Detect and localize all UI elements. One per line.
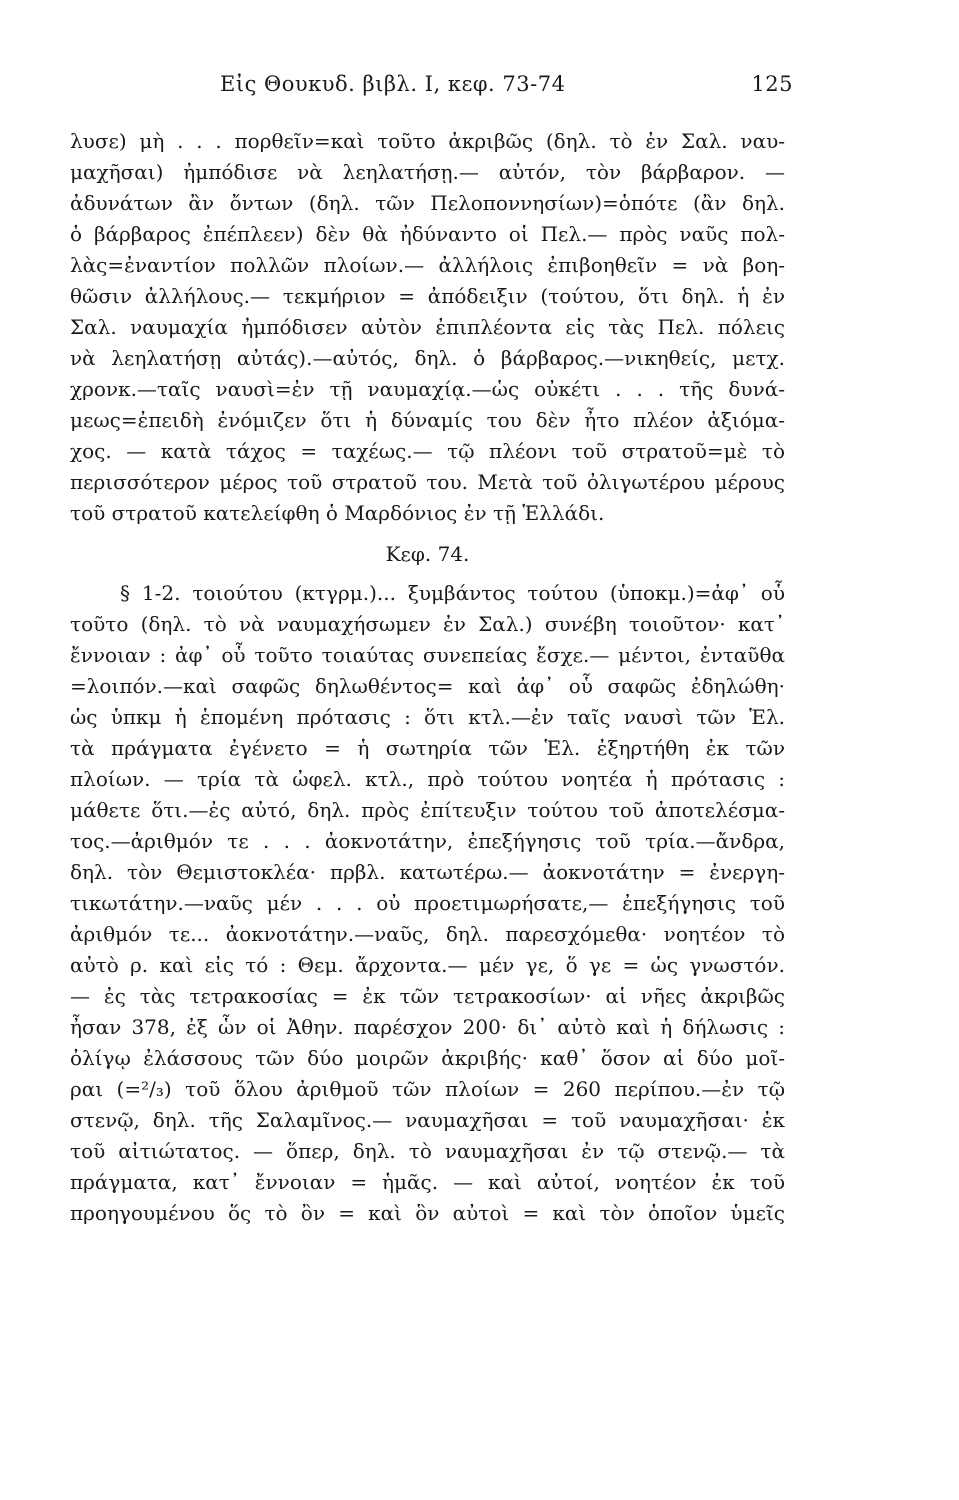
text-line: ἀριθμόν τε... ἀοκνοτάτην.—ναῦς, δηλ. παρεσχόμεθα· νοητέον τὸ [70,922,785,946]
text-line: αὐτὸ ρ. καὶ εἰς τό : Θεμ. ἄρχοντα.— μέν γε, ὅ γε = ὡς γνωστόν. [70,953,785,977]
paragraph-1 [70,126,785,529]
text-line: μάθετε ὅτι.—ἐς αὐτό, δηλ. πρὸς ἐπίτευξιν τούτου τοῦ ἀποτελέσμα- [70,798,785,822]
text-line: — ἐς τὰς τετρακοσίας = ἐκ τῶν τετρακοσίων· αἱ νῆες ἀκριβῶς [70,984,785,1008]
text-line: πράγματα, κατ᾽ ἔννοιαν = ἡμᾶς. — καὶ αὐτοί, νοητέον ἐκ τοῦ [70,1170,785,1194]
text-line: στενῷ, δηλ. τῆς Σαλαμῖνος.— ναυμαχῆσαι = τοῦ ναυμαχῆσαι· ἐκ [70,1108,785,1132]
text-line: νὰ λεηλατήσῃ αὐτάς).—αὐτός, δηλ. ὁ βάρβαρος.—νικηθείς, μετχ. [70,346,785,370]
text-line: τοῦ στρατοῦ κατελείφθη ὁ Μαρδόνιος ἐν τῇ Ἑλλάδι. [70,501,605,525]
text-line: ἦσαν 378, ἐξ ὧν οἱ Ἀθην. παρέσχον 200· δι᾽ αὐτὸ καὶ ἡ δήλωσις : [70,1015,785,1039]
text-line: λυσε) μὴ . . . πορθεῖν=καὶ τοῦτο ἀκριβῶς (δηλ. τὸ ἐν Σαλ. ναυ- [70,129,785,153]
text-line: Σαλ. ναυμαχία ἠμπόδισεν αὐτὸν ἐπιπλέοντα εἰς τὰς Πελ. πόλεις [70,315,785,339]
text-line: τικωτάτην.—ναῦς μέν . . . οὐ προετιμωρήσατε,— ἐπεξήγησις τοῦ [70,891,785,915]
page-number: 125 [751,72,793,96]
text-line: λὰς=ἐναντίον πολλῶν πλοίων.— ἀλλήλοις ἐπιβοηθεῖν = νὰ βοη- [70,253,785,277]
running-title: Εἰς Θουκυδ. βιβλ. I, κεφ. 73-74 [220,72,566,96]
text-line: ὡς ὑπκμ ἡ ἑπομένη πρότασις : ὅτι κτλ.—ἐν ταῖς ναυσὶ τῶν Ἑλ. [70,705,785,729]
text-line: χρονκ.—ταῖς ναυσὶ=ἐν τῇ ναυμαχίᾳ.—ὡς οὐκέτι . . . τῆς δυνά- [70,377,785,401]
text-line: ραι (=²/₃) τοῦ ὅλου ἀριθμοῦ τῶν πλοίων = 260 περίπου.—ἐν τῷ [70,1077,785,1101]
text-line: τοῦ αἰτιώτατος. — ὅπερ, δηλ. τὸ ναυμαχῆσαι ἐν τῷ στενῷ.— τὰ [70,1139,785,1163]
section-heading: Κεφ. 74. [385,542,470,566]
paragraph-2 [70,578,785,1229]
text-line: μαχῆσαι) ἠμπόδισε νὰ λεηλατήσῃ.— αὐτόν, τὸν βάρβαρον. — [70,160,785,184]
text-line: τοῦτο (δηλ. τὸ νὰ ναυμαχήσωμεν ἐν Σαλ.) συνέβη τοιοῦτον· κατ᾽ [70,612,785,636]
page-header [70,72,793,106]
text-line: πλοίων. — τρία τὰ ὠφελ. κτλ., πρὸ τούτου νοητέα ἡ πρότασις : [70,767,785,791]
text-line: μεως=ἐπειδὴ ἐνόμιζεν ὅτι ἡ δύναμίς του δὲν ἦτο πλέον ἀξιόμα- [70,408,785,432]
text-line: τος.—ἀριθμόν τε . . . ἀοκνοτάτην, ἐπεξήγησις τοῦ τρία.—ἄνδρα, [70,829,785,853]
text-line: ὁ βάρβαρος ἐπέπλεεν) δὲν θὰ ἠδύναντο οἱ Πελ.— πρὸς ναῦς πολ- [70,222,785,246]
text-line: =λοιπόν.—καὶ σαφῶς δηλωθέντος= καὶ ἀφ᾽ οὗ σαφῶς ἐδηλώθη· [70,674,785,698]
text-line: τὰ πράγματα ἐγένετο = ἡ σωτηρία τῶν Ἑλ. ἐξηρτήθη ἐκ τῶν [70,736,785,760]
text-line: δηλ. τὸν Θεμιστοκλέα· πρβλ. κατωτέρω.— ἀοκνοτάτην = ἐνεργη- [70,860,785,884]
text-line: περισσότερον μέρος τοῦ στρατοῦ του. Μετὰ τοῦ ὀλιγωτέρου μέρους [70,470,785,494]
book-page [70,72,793,1452]
text-line: χος. — κατὰ τάχος = ταχέως.— τῷ πλέονι τοῦ στρατοῦ=μὲ τὸ [70,439,785,463]
text-line: θῶσιν ἀλλήλους.— τεκμήριον = ἀπόδειξιν (τούτου, ὅτι δηλ. ἡ ἐν [70,284,785,308]
commentary-text [70,126,785,1229]
text-line: ἀδυνάτων ἂν ὄντων (δηλ. τῶν Πελοποννησίων)=ὁπότε (ἂν δηλ. [70,191,785,215]
text-line: προηγουμένου ὅς τὸ ὂν = καὶ ὃν αὐτοὶ = καὶ τὸν ὁποῖον ὑμεῖς [70,1201,785,1225]
text-line: ἔννοιαν : ἀφ᾽ οὗ τοῦτο τοιαύτας συνεπείας ἔσχε.— μέντοι, ἐνταῦθα [70,643,785,667]
text-line: § 1-2. τοιούτου (κτγρμ.)... ξυμβάντος τούτου (ὑποκμ.)=ἀφ᾽ οὗ [120,581,785,605]
text-line: ὀλίγῳ ἐλάσσους τῶν δύο μοιρῶν ἀκριβής· καθ᾽ ὅσον αἱ δύο μοῖ- [70,1046,785,1070]
